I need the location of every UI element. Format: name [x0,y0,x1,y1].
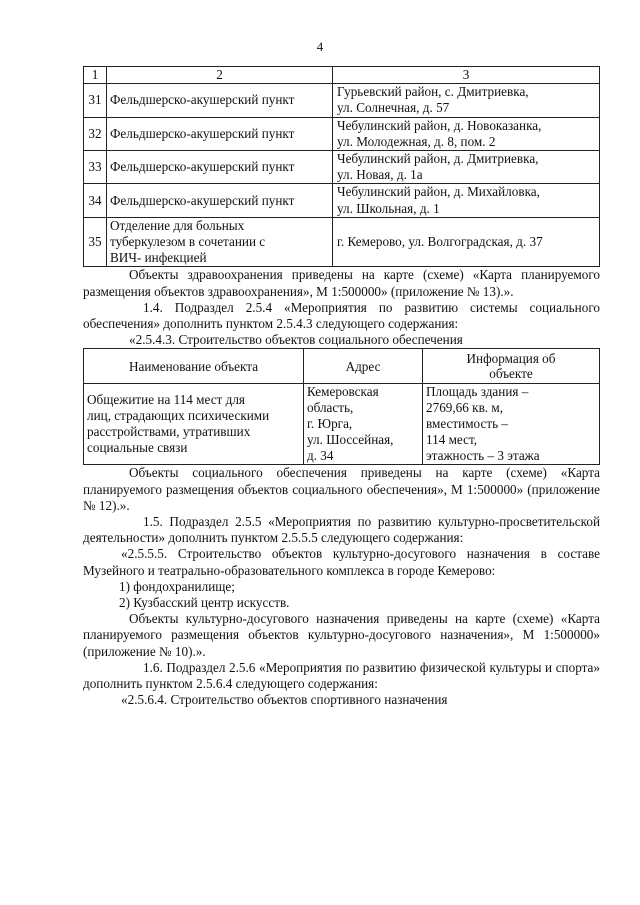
object-name: Фельдшерско-акушерский пункт [107,84,333,117]
paragraph-section-2-5-5: 1.5. Подраздел 2.5.5 «Мероприятия по развитию культурно-просветительской деятельности» дополнить пунктом 2.5.5.5 следующего содержания: [83,514,600,546]
table-row [84,184,600,217]
table-row [84,217,600,267]
object-address: Гурьевский район, с. Дмитриевка, ул. Солнечная, д. 57 [333,84,600,117]
object-name: Фельдшерско-акушерский пункт [107,151,333,184]
subsection-title-2-5-6-4: «2.5.6.4. Строительство объектов спортивного назначения [121,692,448,708]
table-row [84,151,600,184]
column-number-3: 3 [333,67,600,84]
paragraph-culture-map: Объекты культурно-досугового назначения приведены на карте (схеме) «Карта планируемого размещения объектов культурно-досугового назначения», М 1:500000» (приложение № 10).». [83,611,600,659]
row-number: 33 [84,151,107,184]
table-row [84,84,600,117]
paragraph-healthcare-map: Объекты здравоохранения приведены на карте (схеме) «Карта планируемого размещения объектов здравоохранения», М 1:500000» (приложение № 13).». [83,267,600,299]
row-number: 35 [84,217,107,267]
object-name: Отделение для больных туберкулезом в сочетании с ВИЧ- инфекцией [107,217,333,267]
paragraph-section-2-5-6: 1.6. Подраздел 2.5.6 «Мероприятия по развитию физической культуры и спорта» дополнить пунктом 2.5.6.4 следующего содержания: [83,659,600,692]
object-address: Чебулинский район, д. Михайловка, ул. Школьная, д. 1 [333,184,600,217]
table-row [84,117,600,150]
header-address: Адрес [304,349,423,384]
row-number: 34 [84,184,107,217]
row-number: 31 [84,84,107,117]
table-row [84,384,600,465]
table-header-row [84,349,600,384]
object-name: Общежитие на 114 мест для лиц, страдающих психическими расстройствами, утративших социальные связи [84,384,304,465]
list-item: 2) Кузбасский центр искусств. [119,595,290,611]
paragraph-2-5-5-5: «2.5.5.5. Строительство объектов культурно-досугового назначения в составе Музейного и театрально-образовательного комплекса в городе Кемерово: [83,546,600,578]
paragraph-social-map: Объекты социального обеспечения приведены на карте (схеме) «Карта планируемого размещения объектов социального обеспечения», М 1:500000» (приложение № 12).». [83,465,600,513]
column-number-2: 2 [107,67,333,84]
object-address: г. Кемерово, ул. Волгоградская, д. 37 [333,217,600,267]
column-number-1: 1 [84,67,107,84]
object-name: Фельдшерско-акушерский пункт [107,117,333,150]
healthcare-objects-table [83,66,600,267]
object-address: Чебулинский район, д. Новоказанка, ул. Молодежная, д. 8, пом. 2 [333,117,600,150]
storage-list [83,579,600,611]
header-object-name: Наименование объекта [84,349,304,384]
row-number: 32 [84,117,107,150]
object-address: Чебулинский район, д. Дмитриевка, ул. Новая, д. 1а [333,151,600,184]
page-number: 4 [316,39,324,54]
object-name: Фельдшерско-акушерский пункт [107,184,333,217]
document-body [83,66,600,709]
header-object-info: Информация об объекте [423,349,600,384]
subsection-title-2-5-4-3: «2.5.4.3. Строительство объектов социального обеспечения [129,332,463,348]
list-item: 1) фондохранилище; [119,578,235,594]
paragraph-section-2-5-4: 1.4. Подраздел 2.5.4 «Мероприятия по развитию системы социального обеспечения» дополнить пунктом 2.5.4.3 следующего содержания: [83,299,600,332]
table-header-row [84,67,600,84]
object-info: Площадь здания – 2769,66 кв. м, вместимость – 114 мест, этажность – 3 этажа [423,384,600,465]
social-objects-table [83,348,600,465]
object-address: Кемеровская область, г. Юрга, ул. Шоссейная, д. 34 [304,384,423,465]
